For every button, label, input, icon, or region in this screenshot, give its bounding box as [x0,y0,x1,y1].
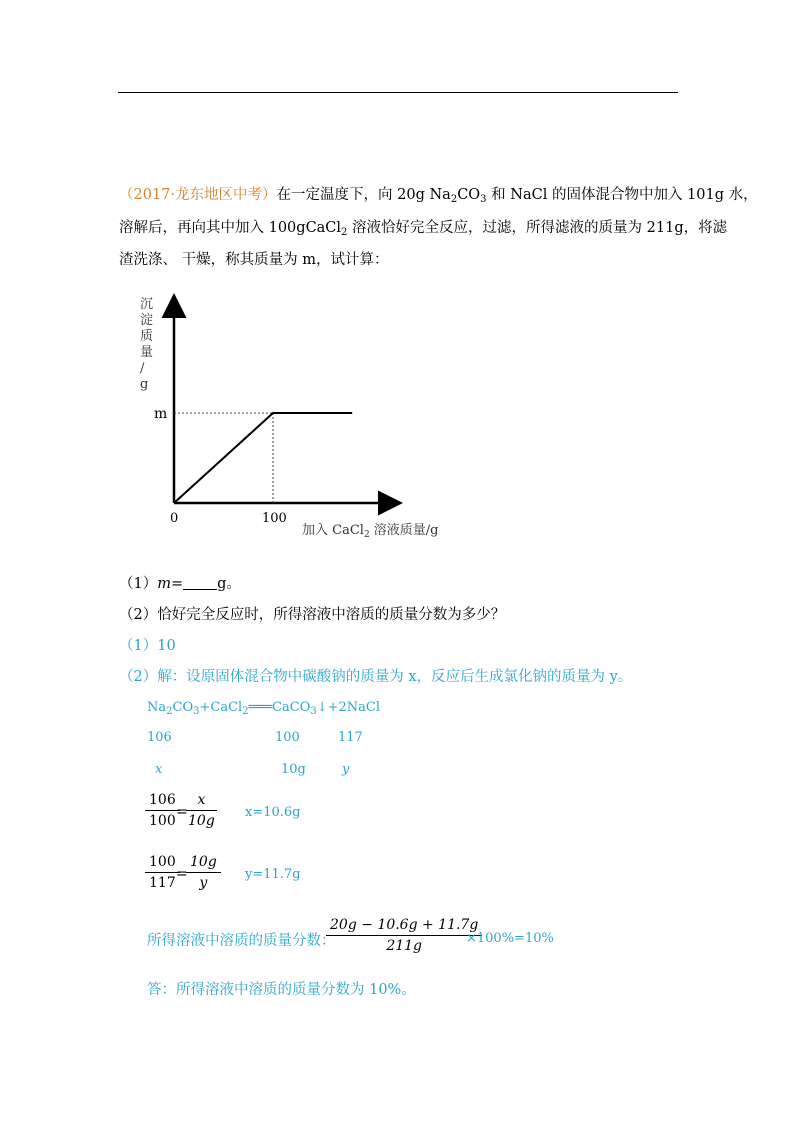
x-tick-0: 0 [170,511,179,526]
fraction-x-10g: $\frac{x}{10g}$ [188,792,215,829]
unknown-y: y [342,762,350,777]
y-axis-label [140,297,153,392]
mass-fraction-result: ×100%=10% [466,931,554,946]
series-line [174,413,352,503]
y-axis-label-char-2: 质 [140,329,154,344]
problem-line-3: 渣洗涤、 干燥，称其质量为 m，试计算： [119,252,389,268]
y-axis-label-char-3: 量 [140,345,154,360]
fraction-equals-2: = [176,866,188,882]
x-tick-100: 100 [262,511,287,526]
x-axis-label: 加入 CaCl$_2$ 溶液质量/g [302,523,439,540]
y-axis-label-char-4: / [140,361,145,376]
fraction-10g-y: $\frac{10g}{y}$ [188,854,219,891]
unknown-x: x [155,762,163,777]
result-y: y=11.7g [245,867,301,882]
y-tick-m: m [154,406,168,422]
molar-mass-nacl: 117 [338,730,363,745]
header-rule [118,92,678,93]
final-answer: 答：所得溶液中溶质的质量分数为 10%。 [147,982,416,998]
fraction-100-117: $\frac{100}{117}$ [147,854,178,891]
precipitate-mass-chart [118,290,478,550]
fraction-106-100: $\frac{106}{100}$ [147,792,178,829]
result-x: x=10.6g [245,805,301,820]
answer-blank [183,575,217,590]
answer-2: （2）解：设原固体混合物中碳酸钠的质量为 x，反应后生成氯化钠的质量为 y。 [119,669,633,685]
mass-fraction-label: 所得溶液中溶质的质量分数： [147,933,336,949]
fraction-equals-1: = [176,804,188,820]
question-2: （2）恰好完全反应时，所得溶液中溶质的质量分数为多少？ [119,607,506,623]
molar-mass-caco3: 100 [275,730,300,745]
problem-line-2: 溶解后，再向其中加入 100gCaCl$_2$ 溶液恰好完全反应，过滤，所得滤液的质量为 211g，将滤 [119,220,728,238]
y-axis-label-char-0: 沉 [140,297,154,312]
reaction-equation: $Na_2CO_3+CaCl_2═══CaCO_3↓+2NaCl$ [147,700,381,717]
mass-fraction-expression: $\frac{20g - 10.6g + 11.7g}{211g}$ [328,917,480,954]
question-1: （1）m= g。 [119,576,241,592]
molar-mass-na2co3: 106 [147,730,172,745]
y-axis-label-char-1: 淀 [140,313,154,328]
problem-source: （2017·龙东地区中考） [119,187,277,203]
known-10g: 10g [281,762,306,777]
problem-line-1: （2017·龙东地区中考）在一定温度下，向 20g $Na_2CO_3$ 和 NaCl 的固体混合物中加入 101g 水， [119,187,758,205]
y-axis-label-char-5: g [140,377,149,392]
answer-1: （1）10 [119,638,176,654]
